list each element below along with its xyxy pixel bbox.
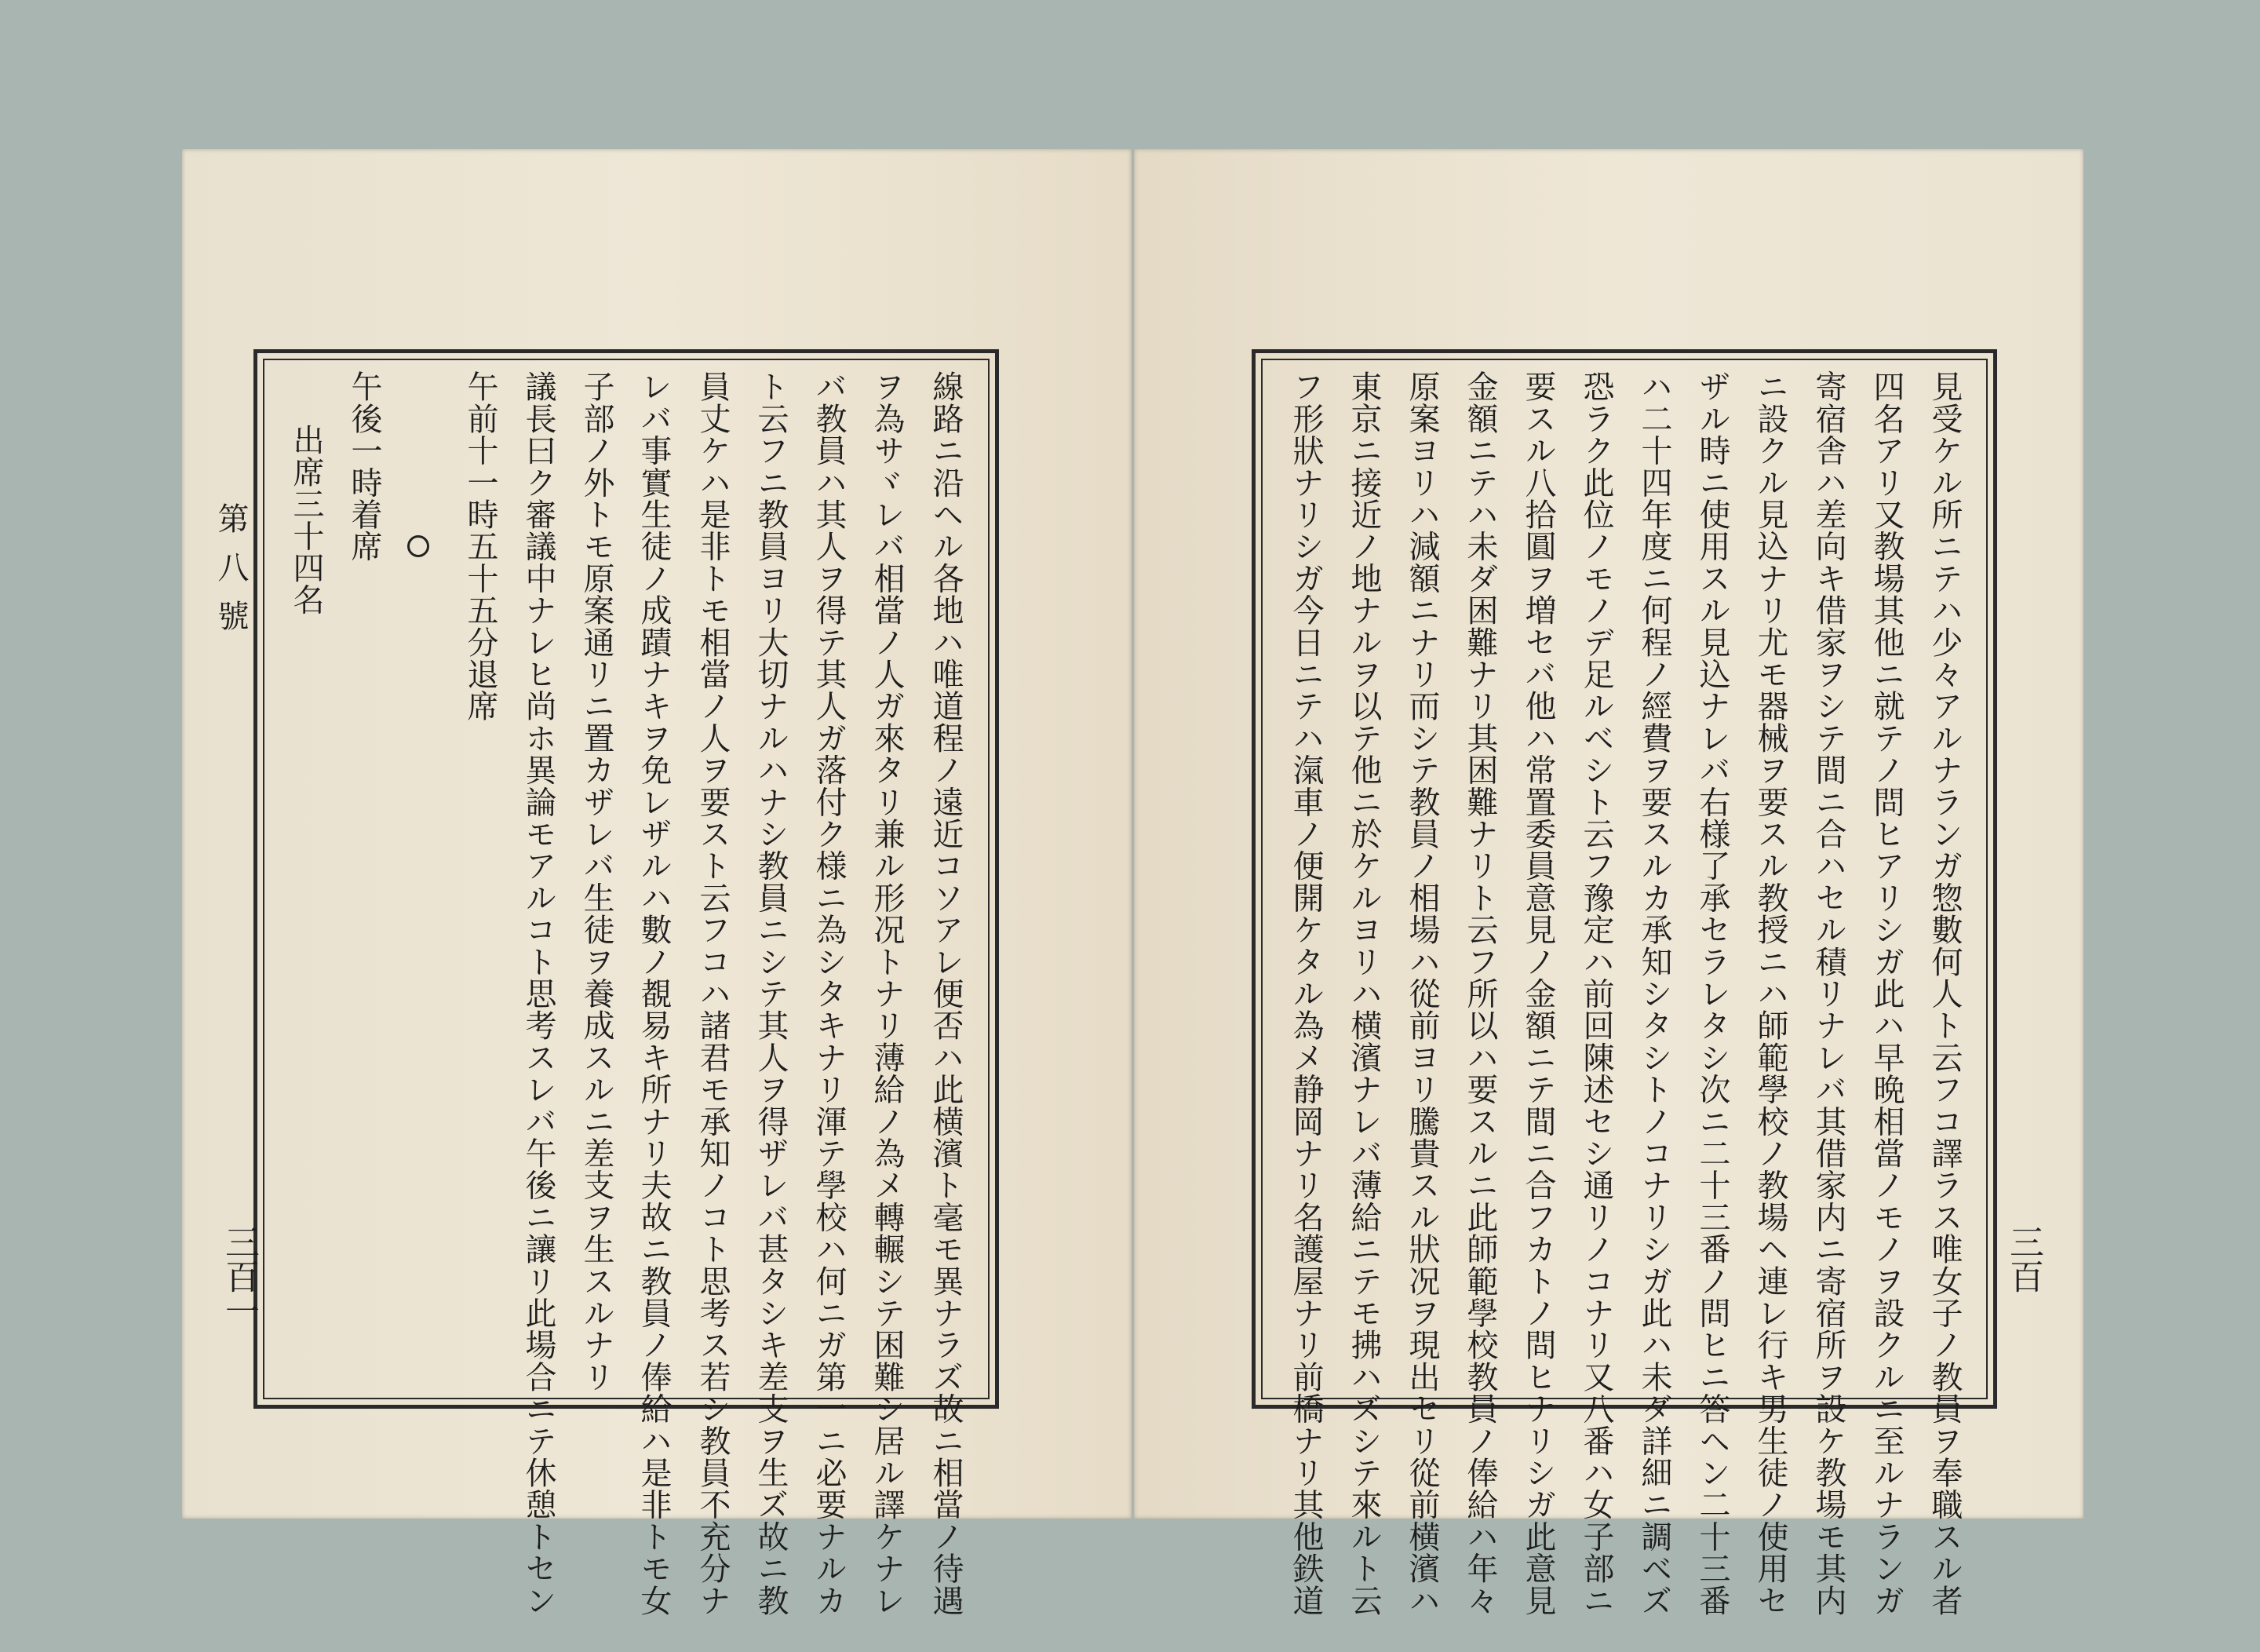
right-column-7: 恐ラク此位ノモノデ足ルベシト云フ豫定ハ前回陳述セシ通リノコナリ又八番ハ女子部ニ [1578,370,1614,1617]
right-column-5: ザル時ニ使用スル見込ナレバ右様了承セラレタシ次ニ二十三番ノ問ヒニ答ヘン二十三番 [1694,370,1730,1617]
left-column-3: バ教員ハ其人ヲ得テ其人ガ落付ク様ニ為シタキナリ渾テ學校ハ何ニガ第一ニ必要ナルカ [811,370,847,1617]
left-column-1: 線路ニ沿ヘル各地ハ唯道程ノ遠近コソアレ便否ハ此横濱ト毫モ異ナラズ故ニ相當ノ待遇 [928,370,964,1617]
right-page-number: 三百 [2003,1224,2043,1293]
right-column-11: 東京ニ接近ノ地ナルヲ以テ他ニ於ケルヨリハ横濱ナレバ薄給ニテモ拂ハズシテ來ルト云 [1346,370,1382,1617]
circle-marker [407,535,429,557]
left-column-11: 出席三十四名 [288,424,324,616]
left-page-number: 三百一 [219,1224,259,1328]
right-column-9: 金額ニテハ未ダ困難ナリ其困難ナリト云フ所以ハ要スルニ此師範學校教員ノ俸給ハ年々 [1462,370,1498,1617]
left-column-6: レバ事實生徒ノ成蹟ナキヲ免レザルハ數ノ覩易キ所ナリ夫故ニ教員ノ俸給ハ是非トモ女 [636,370,672,1617]
left-column-5: 員丈ケハ是非トモ相當ノ人ヲ要スト云フコハ諸君モ承知ノコト思考ス若シ教員不充分ナ [694,370,731,1617]
right-column-8: 要スル八拾圓ヲ増セバ他ハ常置委員意見ノ金額ニテ間ニ合フカトノ問ヒナリシガ此意見 [1520,370,1556,1617]
right-column-4: ニ設クル見込ナリ尤モ器械ヲ要スル教授ニハ師範學校ノ教場ヘ連レ行キ男生徒ノ使用セ [1752,370,1788,1617]
issue-label: 第八號 [213,502,249,648]
right-column-1: 見受ケル所ニテハ少々アルナランガ惣數何人ト云フコ譯ラス唯女子ノ教員ヲ奉職スル者 [1926,370,1963,1617]
left-column-4: ト云フニ教員ヨリ大切ナルハナシ教員ニシテ其人ヲ得ザレバ甚タシキ差支ヲ生ズ故ニ教 [753,370,789,1617]
right-column-6: ハ二十四年度ニ何程ノ經費ヲ要スルカ承知シタシトノコナリシガ此ハ未ダ詳細ニ調ベズ [1636,370,1672,1617]
right-column-2: 四名アリ又教場其他ニ就テノ問ヒアリシガ此ハ早晩相當ノモノヲ設クルニ至ルナランガ [1868,370,1905,1617]
right-column-12: フ形狀ナリシガ今日ニテハ滊車ノ便開ケタル為メ静岡ナリ名護屋ナリ前橋ナリ其他鉄道 [1288,370,1324,1617]
left-column-2: ヲ為サヾレバ相當ノ人ガ來タリ兼ル形况トナリ薄給ノ為メ轉輾シテ困難シ居ル譯ケナレ [869,370,905,1617]
right-column-10: 原案ヨリハ減額ニナリ而シテ教員ノ相場ハ從前ヨリ騰貴スル狀况ヲ現出セリ從前横濱ハ [1404,370,1440,1617]
left-column-7: 子部ノ外トモ原案通リニ置カザレバ生徒ヲ養成スルニ差支ヲ生スルナリ [578,370,614,1393]
left-column-8: 議長曰ク審議中ナレヒ尚ホ異論モアルコト思考スレバ午後ニ讓リ此場合ニテ休憩トセン [520,370,556,1617]
left-column-9: 午前十一時五十五分退席 [462,370,498,722]
right-column-3: 寄宿舎ハ差向キ借家ヲシテ間ニ合ハセル積リナレバ其借家内ニ寄宿所ヲ設ケ教場モ其内 [1810,370,1846,1617]
left-column-10: 午後一時着席 [346,370,382,563]
